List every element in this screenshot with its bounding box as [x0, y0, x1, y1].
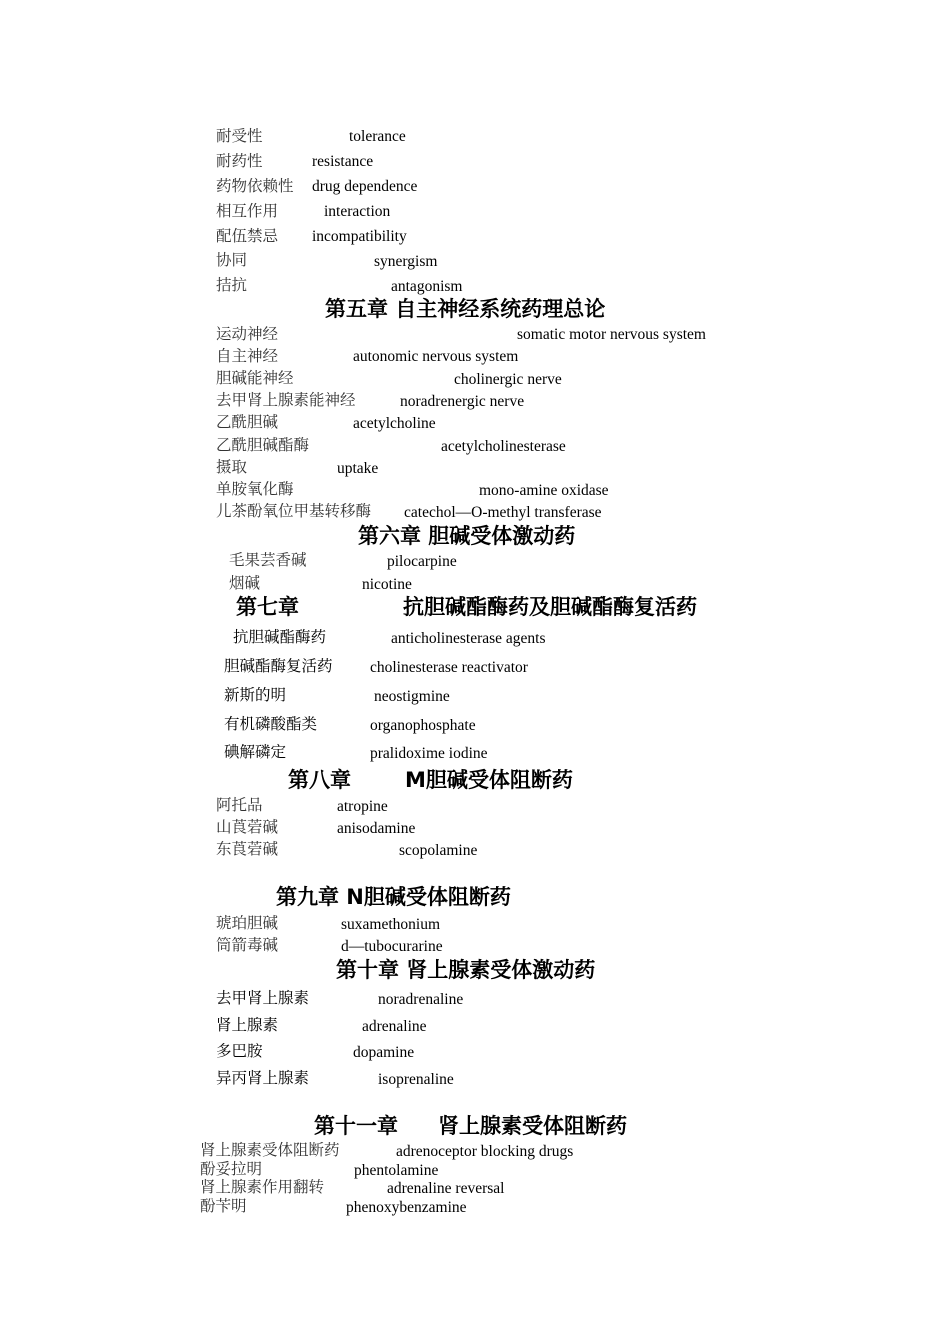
term-zh: 去甲肾上腺素 [216, 989, 310, 1007]
term-zh: 肾上腺素 [216, 1016, 279, 1034]
term-zh: 酚苄明 [200, 1198, 247, 1215]
chapter-heading: 第六章 胆碱受体激动药 [358, 524, 576, 548]
term-zh: 异丙肾上腺素 [216, 1069, 310, 1087]
term-en: dopamine [353, 1044, 415, 1061]
chapter-heading: 第十章 肾上腺素受体激动药 [336, 958, 596, 982]
term-en: pralidoxime iodine [370, 745, 488, 762]
term-zh: 运动神经 [216, 326, 279, 343]
chapter-title: 抗胆碱酯酶药及胆碱酯酶复活药 [403, 595, 697, 619]
chapter-title: 肾上腺素受体阻断药 [438, 1114, 627, 1138]
term-en: d—tubocurarine [341, 938, 443, 955]
chapter-heading: 第五章 自主神经系统药理总论 [325, 297, 606, 321]
term-zh: 多巴胺 [216, 1042, 263, 1060]
term-zh: 耐受性 [216, 128, 263, 145]
term-zh: 抗胆碱酯酶药 [233, 628, 327, 646]
term-en: uptake [337, 460, 379, 477]
chapter-heading: 第九章 N胆碱受体阻断药 [276, 885, 511, 909]
term-zh: 单胺氧化酶 [216, 481, 294, 498]
chapter-number: 第十一章 [314, 1114, 398, 1138]
term-zh: 肾上腺素受体阻断药 [200, 1142, 340, 1159]
term-zh: 去甲肾上腺素能神经 [216, 392, 356, 409]
term-zh: 碘解磷定 [224, 743, 287, 761]
term-en: antagonism [391, 278, 463, 295]
term-en: interaction [324, 203, 391, 220]
term-zh: 阿托品 [216, 797, 263, 814]
term-en: somatic motor nervous system [517, 326, 706, 343]
term-zh: 摄取 [216, 459, 248, 476]
chapter-number: 第八章 [288, 768, 351, 792]
term-zh: 乙酰胆碱 [216, 414, 279, 431]
term-en: acetylcholine [353, 415, 436, 432]
term-en: noradrenaline [378, 991, 464, 1008]
term-zh: 乙酰胆碱酯酶 [216, 437, 310, 454]
term-en: autonomic nervous system [353, 348, 519, 365]
term-zh: 新斯的明 [224, 686, 287, 704]
term-zh: 烟碱 [229, 575, 261, 592]
chapter-title: M胆碱受体阻断药 [405, 768, 573, 792]
term-zh: 拮抗 [216, 277, 248, 294]
term-zh: 东莨菪碱 [216, 841, 279, 858]
term-zh: 耐药性 [216, 153, 263, 170]
term-en: atropine [337, 798, 388, 815]
term-en: resistance [312, 153, 374, 170]
term-en: nicotine [362, 576, 412, 593]
term-zh: 毛果芸香碱 [229, 552, 307, 569]
term-en: mono-amine oxidase [479, 482, 609, 499]
term-en: pilocarpine [387, 553, 457, 570]
term-zh: 琥珀胆碱 [216, 915, 279, 932]
term-en: synergism [374, 253, 438, 270]
term-en: adrenaline reversal [387, 1180, 505, 1197]
term-en: organophosphate [370, 717, 476, 734]
term-zh: 自主神经 [216, 348, 279, 365]
term-en: isoprenaline [378, 1071, 454, 1088]
term-zh: 协同 [216, 252, 248, 269]
term-en: anticholinesterase agents [391, 630, 546, 647]
term-zh: 酚妥拉明 [200, 1161, 263, 1178]
term-zh: 药物依赖性 [216, 178, 294, 195]
term-en: suxamethonium [341, 916, 441, 933]
term-zh: 肾上腺素作用翻转 [200, 1179, 325, 1196]
term-zh: 相互作用 [216, 203, 279, 220]
term-en: anisodamine [337, 820, 416, 837]
term-en: scopolamine [399, 842, 478, 859]
term-zh: 山莨菪碱 [216, 819, 279, 836]
term-en: phenoxybenzamine [346, 1199, 467, 1216]
term-zh: 有机磷酸酯类 [224, 715, 318, 733]
term-zh: 胆碱能神经 [216, 370, 294, 387]
term-en: neostigmine [374, 688, 450, 705]
term-zh: 儿茶酚氧位甲基转移酶 [216, 503, 372, 520]
term-en: drug dependence [312, 178, 418, 195]
term-en: catechol—O-methyl transferase [404, 504, 602, 521]
term-en: noradrenergic nerve [400, 393, 525, 410]
term-en: tolerance [349, 128, 406, 145]
term-zh: 胆碱酯酶复活药 [224, 657, 333, 675]
chapter-number: 第七章 [236, 595, 299, 619]
term-en: acetylcholinesterase [441, 438, 566, 455]
term-zh: 配伍禁忌 [216, 228, 279, 245]
term-en: phentolamine [354, 1162, 439, 1179]
term-en: adrenoceptor blocking drugs [396, 1143, 574, 1160]
term-zh: 筒箭毒碱 [216, 937, 279, 954]
term-en: adrenaline [362, 1018, 427, 1035]
term-en: cholinesterase reactivator [370, 659, 528, 676]
term-en: cholinergic nerve [454, 371, 562, 388]
term-en: incompatibility [312, 228, 407, 245]
